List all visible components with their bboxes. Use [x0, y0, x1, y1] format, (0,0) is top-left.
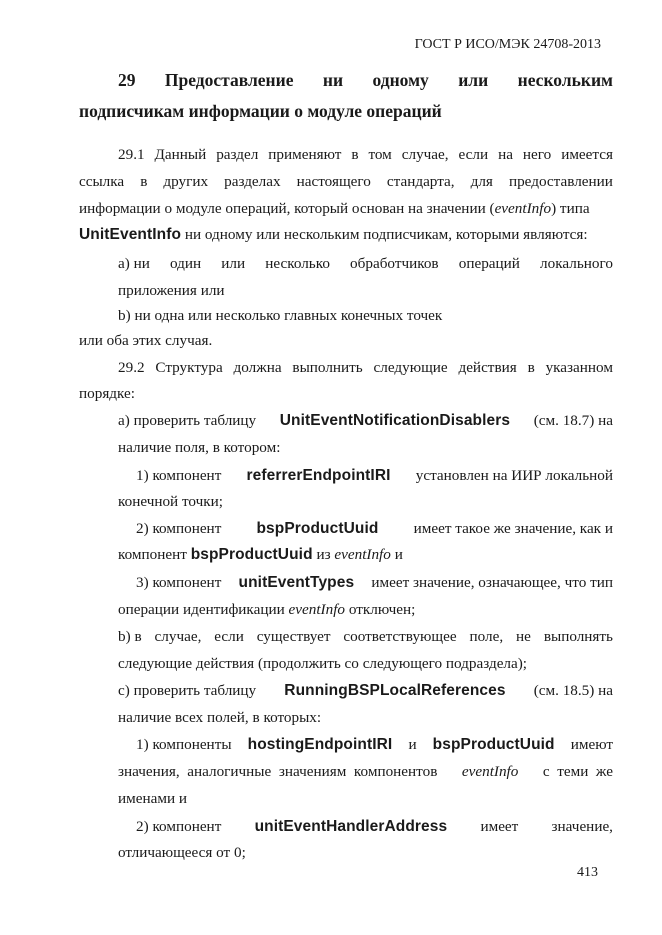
text: (см. 18.5) на — [533, 682, 613, 699]
word: соответствующее — [343, 628, 457, 645]
c1-line1 — [136, 735, 613, 755]
text: имеет значение, означающее, что тип — [371, 574, 613, 591]
a1-line2: конечной точки; — [118, 493, 223, 510]
section-number: 29 — [118, 70, 136, 90]
heading-word: ни — [322, 70, 344, 90]
word: имеется — [561, 146, 613, 163]
p29-1-line1 — [118, 145, 613, 165]
code-term: unitEventTypes — [238, 574, 355, 591]
word: действия — [458, 359, 517, 376]
code-term: bspProductUuid — [190, 546, 313, 563]
text: и — [408, 736, 417, 753]
c1-line2 — [118, 762, 613, 782]
word: несколько — [265, 255, 330, 272]
step-b-line2: следующие действия (продолжить со следующего подраздела); — [118, 655, 528, 672]
list-a-line2: приложения или — [118, 282, 225, 299]
text: имеют — [570, 736, 613, 753]
text: отключен; — [345, 601, 416, 618]
heading-word: или — [458, 70, 489, 90]
list-a-line1 — [118, 254, 613, 274]
word: если — [458, 146, 489, 163]
running-header: ГОСТ Р ИСО/МЭК 24708-2013 — [414, 37, 601, 52]
term-eventinfo: eventInfo — [461, 763, 519, 780]
text: 3) компонент — [136, 574, 222, 591]
a3-line1 — [136, 573, 613, 593]
term-eventinfo: eventInfo — [494, 200, 552, 217]
word: выполнить — [292, 359, 363, 376]
heading-word: одному — [372, 70, 429, 90]
term-eventinfo: eventInfo — [288, 601, 346, 618]
section-heading-line2: подписчикам информации о модуле операций — [79, 101, 442, 121]
p29-1-line3 — [79, 199, 590, 219]
word: для — [470, 173, 493, 190]
text: имеет — [480, 818, 519, 835]
text: компонент — [118, 546, 191, 563]
a1-line1 — [136, 466, 613, 486]
word: или — [221, 255, 246, 272]
word: существует — [256, 628, 331, 645]
word: следующие — [373, 359, 448, 376]
step-c-line1 — [118, 681, 613, 701]
word: случае, — [401, 146, 449, 163]
heading-word: нескольким — [517, 70, 613, 90]
text: 2) компонент — [136, 520, 222, 537]
word: один — [169, 255, 202, 272]
text: (см. 18.7) на — [533, 412, 613, 429]
word: выполнять — [543, 628, 613, 645]
word: обработчиков — [350, 255, 439, 272]
word: поле, — [469, 628, 504, 645]
text: установлен на ИИР локальной — [415, 467, 613, 484]
a2-line2 — [118, 545, 403, 565]
word: не — [516, 628, 531, 645]
text: имеет такое же значение, как и — [413, 520, 613, 537]
word: случае, — [154, 628, 202, 645]
heading-word: Предоставление — [164, 70, 294, 90]
term-eventinfo: eventInfo — [334, 546, 391, 563]
p29-2-line2: порядке: — [79, 385, 135, 402]
c2-line1 — [136, 817, 613, 837]
code-term: referrerEndpointIRI — [246, 467, 391, 484]
a3-line2 — [118, 600, 415, 620]
step-c-line2: наличие всех полей, в которых: — [118, 709, 322, 726]
word: в — [140, 173, 148, 190]
both-cases: или оба этих случая. — [79, 332, 213, 349]
word: раздел — [216, 146, 259, 163]
word: том — [368, 146, 392, 163]
word: применяют — [268, 146, 342, 163]
word: стандарта, — [386, 173, 455, 190]
word: Структура — [155, 359, 223, 376]
step-a-line2: наличие поля, в котором: — [118, 439, 281, 456]
word: должна — [233, 359, 282, 376]
word: в — [527, 359, 535, 376]
page-number: 413 — [577, 865, 598, 880]
step-a-line1 — [118, 411, 613, 431]
text: и — [390, 546, 403, 563]
text: 1) компоненты — [136, 736, 232, 753]
text: а) проверить таблицу — [118, 412, 257, 429]
text: с) проверить таблицу — [118, 682, 257, 699]
word: на — [498, 146, 513, 163]
section-heading-line1 — [118, 70, 613, 90]
word: ссылка — [79, 173, 125, 190]
text: ни одному или нескольким подписчикам, которыми являются: — [181, 226, 588, 243]
word: локального — [540, 255, 613, 272]
text: операции идентификации — [118, 601, 289, 618]
word: в — [351, 146, 359, 163]
list-b: b) ни одна или несколько главных конечных точек — [118, 307, 443, 324]
word: операций — [458, 255, 520, 272]
text: 2) компонент — [136, 818, 222, 835]
word: b) в — [118, 628, 142, 645]
code-term: hostingEndpointIRI — [247, 736, 393, 753]
p29-1-line4 — [79, 225, 588, 245]
c1-line3: именами и — [118, 790, 188, 807]
code-term: bspProductUuid — [256, 520, 379, 537]
word: других — [163, 173, 209, 190]
word: разделах — [224, 173, 281, 190]
text: с теми же — [535, 763, 613, 780]
word: указанном — [545, 359, 613, 376]
text: из — [312, 546, 335, 563]
code-term: UnitEventInfo — [79, 226, 182, 243]
code-term: bspProductUuid — [432, 736, 555, 753]
word: а) ни — [118, 255, 150, 272]
code-term: RunningBSPLocalReferences — [284, 682, 506, 699]
code-term: unitEventHandlerAddress — [254, 818, 448, 835]
word: 29.2 — [118, 359, 145, 376]
text: значение, — [551, 818, 613, 835]
text: значения, аналогичные значениям компонентов — [118, 763, 445, 780]
word: настоящего — [296, 173, 371, 190]
code-term: UnitEventNotificationDisablers — [279, 412, 511, 429]
word: 29.1 — [118, 146, 145, 163]
text: ) типа — [551, 200, 590, 217]
p29-2-line1 — [118, 358, 613, 378]
word: Данный — [154, 146, 207, 163]
word: предоставлении — [508, 173, 613, 190]
step-b-line1 — [118, 627, 613, 647]
word: если — [214, 628, 244, 645]
p29-1-line2 — [79, 172, 613, 192]
word: него — [522, 146, 552, 163]
text: информации о модуле операций, который основан на значении ( — [79, 200, 495, 217]
c2-line2: отличающееся от 0; — [118, 844, 246, 861]
a2-line1 — [136, 519, 613, 539]
text: 1) компонент — [136, 467, 222, 484]
